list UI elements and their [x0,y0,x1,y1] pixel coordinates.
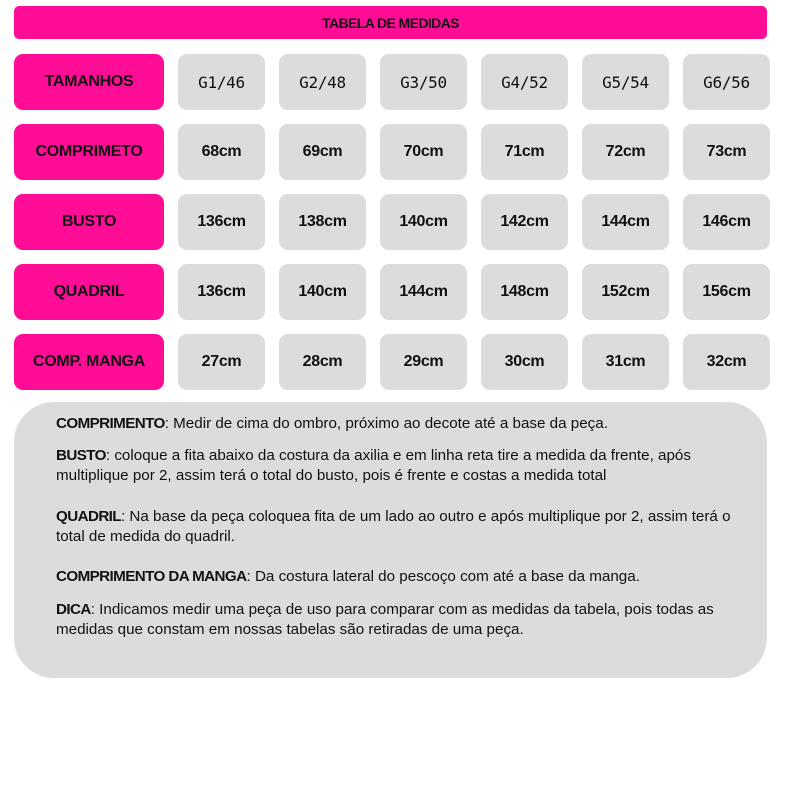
measure-cell: 138cm [279,194,366,250]
note-quadril [56,507,747,547]
measure-cell: 72cm [582,124,669,180]
table-title: TABELA DE MEDIDAS [14,6,767,39]
note-text: : Indicamos medir uma peça de uso para comparar com as medidas da tabela, pois todas as medidas que constam em nossas tabelas são retiradas de uma peça. [56,601,714,638]
measure-cell: 140cm [380,194,467,250]
measure-cell: 140cm [279,264,366,320]
note-text: : coloque a fita abaixo da costura da axilia e em linha reta tire a medida da frente, após multiplique por 2, assim terá o total do busto, pois é frente e costas a medida total [56,447,691,484]
size-cell: G4/52 [481,54,568,110]
note-comprimento-manga [56,567,747,587]
note-busto [56,446,747,486]
row-label-comp-manga: COMP. MANGA [14,334,164,390]
note-term: COMPRIMENTO [56,415,165,432]
measure-cell: 28cm [279,334,366,390]
row-label-busto: BUSTO [14,194,164,250]
note-text: : Da costura lateral do pescoço com até a base da manga. [246,568,640,585]
measure-cell: 144cm [582,194,669,250]
measure-cell: 69cm [279,124,366,180]
note-dica [56,600,747,640]
measure-cell: 73cm [683,124,770,180]
note-term: BUSTO [56,447,106,464]
measure-cell: 146cm [683,194,770,250]
measure-cell: 156cm [683,264,770,320]
measure-cell: 142cm [481,194,568,250]
measure-cell: 148cm [481,264,568,320]
measure-cell: 70cm [380,124,467,180]
note-text: : Medir de cima do ombro, próximo ao decote até a base da peça. [164,415,608,432]
measure-cell: 71cm [481,124,568,180]
measure-cell: 152cm [582,264,669,320]
measurement-notes [14,402,767,678]
measure-cell: 30cm [481,334,568,390]
measure-cell: 31cm [582,334,669,390]
measure-cell: 68cm [178,124,265,180]
note-term: COMPRIMENTO DA MANGA [56,568,247,585]
row-label-tamanhos: TAMANHOS [14,54,164,110]
row-label-comprimento: COMPRIMETO [14,124,164,180]
size-table [14,54,770,390]
measure-cell: 27cm [178,334,265,390]
measure-cell: 32cm [683,334,770,390]
row-label-quadril: QUADRIL [14,264,164,320]
size-cell: G2/48 [279,54,366,110]
measure-cell: 144cm [380,264,467,320]
size-cell: G1/46 [178,54,265,110]
size-cell: G3/50 [380,54,467,110]
note-comprimento [56,414,747,434]
size-cell: G6/56 [683,54,770,110]
note-term: DICA [56,601,91,618]
size-cell: G5/54 [582,54,669,110]
measure-cell: 136cm [178,264,265,320]
note-text: : Na base da peça coloquea fita de um lado ao outro e após multiplique por 2, assim terá o total de medida do quadril. [56,508,731,545]
note-term: QUADRIL [56,508,121,525]
measure-cell: 136cm [178,194,265,250]
measure-cell: 29cm [380,334,467,390]
